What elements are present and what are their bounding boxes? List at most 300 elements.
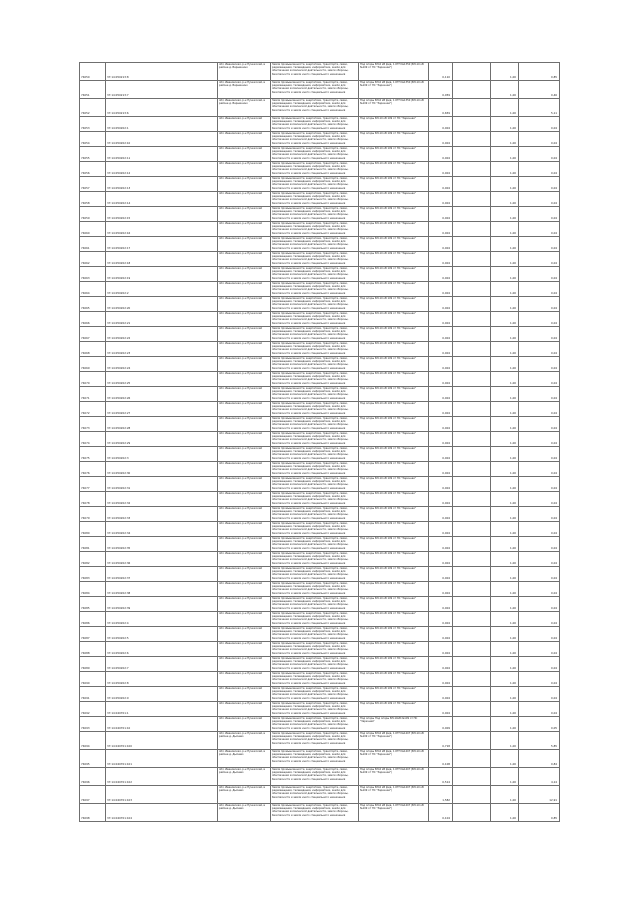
land-category-cell: Земли промышленности, энергетики, транспорта, связи, радиовещания, телевидения, информатики, земли для обеспечения космической деятельности, земли обороны, безопасности и земли иного специального назначения bbox=[271, 672, 359, 687]
cadastral-number-cell: 37:14:050202:26 bbox=[106, 387, 218, 402]
address-cell: обл. Ивановская, р-н Пучежский bbox=[218, 432, 271, 447]
table-row bbox=[80, 522, 560, 537]
coefficient-cell: 1,00 bbox=[491, 177, 519, 192]
land-category-cell: Земли промышленности, энергетики, транспорта, связи, радиовещания, телевидения, информатики, земли для обеспечения космической деятельности, земли обороны, безопасности и земли иного специального назначения bbox=[271, 99, 359, 117]
table-row bbox=[80, 702, 560, 717]
address-cell: обл. Ивановская, р-н Пучежский bbox=[218, 282, 271, 297]
area-cell: 0,004 bbox=[429, 642, 453, 657]
land-category-cell: Земли промышленности, энергетики, транспорта, связи, радиовещания, телевидения, информатики, земли для обеспечения космической деятельности, земли обороны, безопасности и земли иного специального назначения bbox=[271, 132, 359, 147]
cadastral-number-cell: 37:14:050202:39 bbox=[106, 597, 218, 612]
table-row bbox=[80, 492, 560, 507]
land-category-cell: Земли промышленности, энергетики, транспорта, связи, радиовещания, телевидения, информатики, земли для обеспечения космической деятельности, земли обороны, безопасности и земли иного специального назначения bbox=[271, 447, 359, 462]
amount-cell: 0,04 bbox=[519, 447, 560, 462]
cadastral-number-cell: 37:14:050202:31 bbox=[106, 477, 218, 492]
area-cell: 1,582 bbox=[429, 786, 453, 804]
row-id-cell: 74050 bbox=[80, 63, 106, 81]
cadastral-number-cell: 37:14:050202:13 bbox=[106, 177, 218, 192]
land-category-cell: Земли промышленности, энергетики, транспорта, связи, радиовещания, телевидения, информатики, земли для обеспечения космической деятельности, земли обороны, безопасности и земли иного специального назначения bbox=[271, 252, 359, 267]
cadastral-number-cell: 37:14:050202:6 bbox=[106, 642, 218, 657]
empty-cell bbox=[453, 732, 491, 750]
amount-cell: 0,04 bbox=[519, 627, 560, 642]
coefficient-cell: 1,00 bbox=[491, 267, 519, 282]
empty-cell bbox=[453, 342, 491, 357]
table-row bbox=[80, 672, 560, 687]
land-category-cell: Земли промышленности, энергетики, транспорта, связи, радиовещания, телевидения, информатики, земли для обеспечения космической деятельности, земли обороны, безопасности и земли иного специального назначения bbox=[271, 522, 359, 537]
cadastral-number-cell: 37:14:050202:33 bbox=[106, 507, 218, 522]
row-id-cell: 74072 bbox=[80, 402, 106, 417]
object-description-cell: Под опоры ВЛ-10 кВ 109 от ПС "Заречная" bbox=[359, 597, 429, 612]
coefficient-cell: 1,00 bbox=[491, 786, 519, 804]
area-cell: 0,004 bbox=[429, 192, 453, 207]
coefficient-cell: 1,00 bbox=[491, 612, 519, 627]
land-category-cell: Земли промышленности, энергетики, транспорта, связи, радиовещания, телевидения, информатики, земли для обеспечения космической деятельности, земли обороны, безопасности и земли иного специального назначения bbox=[271, 207, 359, 222]
row-id-cell: 74096 bbox=[80, 768, 106, 786]
object-description-cell: Под опоры ВЛ-6 кВ фид. 1 КТП №1350 (ВЛ-10 кВ №109 от ПС "Заречная") bbox=[359, 99, 429, 117]
amount-cell: 0,85 bbox=[519, 63, 560, 81]
table-row bbox=[80, 147, 560, 162]
row-id-cell: 74088 bbox=[80, 642, 106, 657]
row-id-cell: 74062 bbox=[80, 252, 106, 267]
area-cell: 0,004 bbox=[429, 312, 453, 327]
table-row bbox=[80, 372, 560, 387]
table-row bbox=[80, 582, 560, 597]
area-cell: 0,004 bbox=[429, 522, 453, 537]
row-id-cell: 74053 bbox=[80, 117, 106, 132]
address-cell: обл. Ивановская, р-н Пучежский, в районе д. Дьячево bbox=[218, 750, 271, 768]
land-category-cell: Земли промышленности, энергетики, транспорта, связи, радиовещания, телевидения, информатики, земли для обеспечения космической деятельности, земли обороны, безопасности и земли иного специального назначения bbox=[271, 642, 359, 657]
row-id-cell: 74082 bbox=[80, 552, 106, 567]
row-id-cell: 74094 bbox=[80, 732, 106, 750]
coefficient-cell: 1,00 bbox=[491, 768, 519, 786]
table-row bbox=[80, 768, 560, 786]
cadastral-number-cell: 37:14:040701:101 bbox=[106, 750, 218, 768]
land-category-cell: Земли промышленности, энергетики, транспорта, связи, радиовещания, телевидения, информатики, земли для обеспечения космической деятельности, земли обороны, безопасности и земли иного специального назначения bbox=[271, 507, 359, 522]
empty-cell bbox=[453, 282, 491, 297]
land-category-cell: Земли промышленности, энергетики, транспорта, связи, радиовещания, телевидения, информатики, земли для обеспечения космической деятельности, земли обороны, безопасности и земли иного специального назначения bbox=[271, 657, 359, 672]
cadastral-number-cell: 37:14:040701:100 bbox=[106, 732, 218, 750]
coefficient-cell: 1,00 bbox=[491, 327, 519, 342]
row-id-cell: 74065 bbox=[80, 297, 106, 312]
object-description-cell: Под опоры ВЛ-10 кВ 109 от ПС "Заречная" bbox=[359, 222, 429, 237]
area-cell: 0,110 bbox=[429, 63, 453, 81]
object-description-cell: Под опоры ВЛ-6 кВ фид. 1 КТП №1407 (ВЛ-10 кВ №109 от ПС "Заречная") bbox=[359, 750, 429, 768]
empty-cell bbox=[453, 252, 491, 267]
amount-cell: 0,04 bbox=[519, 372, 560, 387]
address-cell: обл. Ивановская, р-н Пучежский bbox=[218, 267, 271, 282]
land-category-cell: Земли промышленности, энергетики, транспорта, связи, радиовещания, телевидения, информатики, земли для обеспечения космической деятельности, земли обороны, безопасности и земли иного специального назначения bbox=[271, 117, 359, 132]
empty-cell bbox=[453, 507, 491, 522]
table-row bbox=[80, 552, 560, 567]
land-category-cell: Земли промышленности, энергетики, транспорта, связи, радиовещания, телевидения, информатики, земли для обеспечения космической деятельности, земли обороны, безопасности и земли иного специального назначения bbox=[271, 687, 359, 702]
row-id-cell: 74093 bbox=[80, 717, 106, 732]
coefficient-cell: 1,00 bbox=[491, 342, 519, 357]
land-category-cell: Земли промышленности, энергетики, транспорта, связи, радиовещания, телевидения, информатики, земли для обеспечения космической деятельности, земли обороны, безопасности и земли иного специального назначения bbox=[271, 81, 359, 99]
empty-cell bbox=[453, 372, 491, 387]
amount-cell: 0,04 bbox=[519, 702, 560, 717]
amount-cell: 0,04 bbox=[519, 342, 560, 357]
row-id-cell: 74069 bbox=[80, 357, 106, 372]
amount-cell: 0,04 bbox=[519, 687, 560, 702]
table-row bbox=[80, 642, 560, 657]
amount-cell: 0,84 bbox=[519, 750, 560, 768]
amount-cell: 0,04 bbox=[519, 312, 560, 327]
row-id-cell: 74054 bbox=[80, 132, 106, 147]
area-cell: 0,004 bbox=[429, 402, 453, 417]
object-description-cell: Под опоры ВЛ-10 кВ 109 от ПС "Заречная" bbox=[359, 297, 429, 312]
area-cell: 0,718 bbox=[429, 732, 453, 750]
empty-cell bbox=[453, 327, 491, 342]
land-category-cell: Земли промышленности, энергетики, транспорта, связи, радиовещания, телевидения, информатики, земли для обеспечения космической деятельности, земли обороны, безопасности и земли иного специального назначения bbox=[271, 717, 359, 732]
cadastral-number-cell: 37:14:050202:19 bbox=[106, 267, 218, 282]
area-cell: 0,004 bbox=[429, 432, 453, 447]
amount-cell: 4,14 bbox=[519, 768, 560, 786]
empty-cell bbox=[453, 432, 491, 447]
object-description-cell: Под опоры ВЛ-10 кВ 109 от ПС "Заречная" bbox=[359, 252, 429, 267]
object-description-cell: Под опоры ВЛ-6 кВ фид. 1 КТП №1350 (ВЛ-10 кВ №109 от ПС "Заречная") bbox=[359, 63, 429, 81]
table-row bbox=[80, 507, 560, 522]
table-row bbox=[80, 312, 560, 327]
object-description-cell: Под опоры ВЛ-10 кВ 109 от ПС "Заречная" bbox=[359, 462, 429, 477]
area-cell: 0,004 bbox=[429, 417, 453, 432]
address-cell: обл. Ивановская, р-н Пучежский bbox=[218, 357, 271, 372]
area-cell: 0,004 bbox=[429, 552, 453, 567]
object-description-cell: Под опоры ВЛ-10 кВ 109 от ПС "Заречная" bbox=[359, 207, 429, 222]
area-cell: 0,004 bbox=[429, 687, 453, 702]
area-cell: 0,004 bbox=[429, 282, 453, 297]
land-plots-table bbox=[79, 62, 560, 822]
row-id-cell: 74070 bbox=[80, 372, 106, 387]
coefficient-cell: 1,00 bbox=[491, 642, 519, 657]
object-description-cell: Под опоры ВЛ-10 кВ 109 от ПС "Заречная" bbox=[359, 237, 429, 252]
empty-cell bbox=[453, 222, 491, 237]
address-cell: обл. Ивановская, р-н Пучежский bbox=[218, 117, 271, 132]
row-id-cell: 74080 bbox=[80, 522, 106, 537]
object-description-cell: Под опоры ВЛ-10 кВ 109 от ПС "Заречная" bbox=[359, 702, 429, 717]
coefficient-cell: 1,00 bbox=[491, 99, 519, 117]
coefficient-cell: 1,00 bbox=[491, 282, 519, 297]
empty-cell bbox=[453, 117, 491, 132]
amount-cell: 0,04 bbox=[519, 327, 560, 342]
area-cell: 0,004 bbox=[429, 462, 453, 477]
amount-cell: 0,04 bbox=[519, 657, 560, 672]
cadastral-number-cell: 37:14:050202:14 bbox=[106, 192, 218, 207]
address-cell: обл. Ивановская, р-н Пучежский bbox=[218, 702, 271, 717]
empty-cell bbox=[453, 492, 491, 507]
object-description-cell: Под опоры ВЛ-10 кВ 109 от ПС "Заречная" bbox=[359, 657, 429, 672]
address-cell: обл. Ивановская, р-н Пучежский bbox=[218, 297, 271, 312]
area-cell: 0,004 bbox=[429, 597, 453, 612]
table-row bbox=[80, 192, 560, 207]
amount-cell: 5,85 bbox=[519, 732, 560, 750]
coefficient-cell: 1,00 bbox=[491, 750, 519, 768]
object-description-cell: Под опоры ВЛ-10 кВ 109 от ПС "Заречная" bbox=[359, 642, 429, 657]
cadastral-number-cell: 37:14:050202:20 bbox=[106, 297, 218, 312]
empty-cell bbox=[453, 582, 491, 597]
coefficient-cell: 1,00 bbox=[491, 252, 519, 267]
cadastral-number-cell: 37:14:050202:9 bbox=[106, 687, 218, 702]
table-row bbox=[80, 297, 560, 312]
land-category-cell: Земли промышленности, энергетики, транспорта, связи, радиовещания, телевидения, информатики, земли для обеспечения космической деятельности, земли обороны, безопасности и земли иного специального назначения bbox=[271, 177, 359, 192]
land-category-cell: Земли промышленности, энергетики, транспорта, связи, радиовещания, телевидения, информатики, земли для обеспечения космической деятельности, земли обороны, безопасности и земли иного специального назначения bbox=[271, 402, 359, 417]
address-cell: обл. Ивановская, р-н Пучежский bbox=[218, 657, 271, 672]
address-cell: обл. Ивановская, р-н Пучежский bbox=[218, 222, 271, 237]
address-cell: обл. Ивановская, р-н Пучежский bbox=[218, 237, 271, 252]
empty-cell bbox=[453, 657, 491, 672]
empty-cell bbox=[453, 81, 491, 99]
area-cell: 0,514 bbox=[429, 768, 453, 786]
address-cell: обл. Ивановская, р-н Пучежский bbox=[218, 327, 271, 342]
area-cell: 0,004 bbox=[429, 237, 453, 252]
empty-cell bbox=[453, 417, 491, 432]
coefficient-cell: 1,00 bbox=[491, 687, 519, 702]
amount-cell: 12,91 bbox=[519, 786, 560, 804]
address-cell: обл. Ивановская, р-н Пучежский bbox=[218, 372, 271, 387]
address-cell: обл. Ивановская, р-н Пучежский bbox=[218, 192, 271, 207]
empty-cell bbox=[453, 768, 491, 786]
coefficient-cell: 1,00 bbox=[491, 462, 519, 477]
object-description-cell: Под опоры ВЛ-10 кВ 109 от ПС "Заречная" bbox=[359, 477, 429, 492]
address-cell: обл. Ивановская, р-н Пучежский, в районе д. Вершинино bbox=[218, 99, 271, 117]
area-cell: 0,004 bbox=[429, 267, 453, 282]
land-category-cell: Земли промышленности, энергетики, транспорта, связи, радиовещания, телевидения, информатики, земли для обеспечения космической деятельности, земли обороны, безопасности и земли иного специального назначения bbox=[271, 267, 359, 282]
cadastral-number-cell: 37:14:050202:32 bbox=[106, 492, 218, 507]
table-row bbox=[80, 252, 560, 267]
amount-cell: 0,04 bbox=[519, 297, 560, 312]
area-cell: 0,004 bbox=[429, 177, 453, 192]
object-description-cell: Под опоры ВЛ-10 кВ 109 от ПС "Заречная" bbox=[359, 312, 429, 327]
table-row bbox=[80, 117, 560, 132]
address-cell: обл. Ивановская, р-н Пучежский bbox=[218, 717, 271, 732]
address-cell: обл. Ивановская, р-н Пучежский bbox=[218, 597, 271, 612]
land-category-cell: Земли промышленности, энергетики, транспорта, связи, радиовещания, телевидения, информатики, земли для обеспечения космической деятельности, земли обороны, безопасности и земли иного специального назначения bbox=[271, 282, 359, 297]
object-description-cell: Под опоры ВЛ-10 кВ 109 от ПС "Заречная" bbox=[359, 522, 429, 537]
object-description-cell: Под опоры ВЛ-10 кВ 109 от ПС "Заречная" bbox=[359, 132, 429, 147]
object-description-cell: Под опоры ВЛ-10 кВ 109 от ПС "Заречная" bbox=[359, 417, 429, 432]
area-cell: 0,004 bbox=[429, 582, 453, 597]
empty-cell bbox=[453, 477, 491, 492]
object-description-cell: Под опоры ВЛ-10 кВ 109 от ПС "Заречная" bbox=[359, 177, 429, 192]
table-row bbox=[80, 786, 560, 804]
address-cell: обл. Ивановская, р-н Пучежский bbox=[218, 132, 271, 147]
area-cell: 0,004 bbox=[429, 657, 453, 672]
land-category-cell: Земли промышленности, энергетики, транспорта, связи, радиовещания, телевидения, информатики, земли для обеспечения космической деятельности, земли обороны, безопасности и земли иного специального назначения bbox=[271, 627, 359, 642]
table-row bbox=[80, 267, 560, 282]
table-row bbox=[80, 732, 560, 750]
cadastral-number-cell: 37:14:050202:25 bbox=[106, 372, 218, 387]
table-row bbox=[80, 222, 560, 237]
empty-cell bbox=[453, 672, 491, 687]
land-category-cell: Земли промышленности, энергетики, транспорта, связи, радиовещания, телевидения, информатики, земли для обеспечения космической деятельности, земли обороны, безопасности и земли иного специального назначения bbox=[271, 552, 359, 567]
table-row bbox=[80, 63, 560, 81]
area-cell: 0,004 bbox=[429, 327, 453, 342]
coefficient-cell: 1,00 bbox=[491, 297, 519, 312]
land-category-cell: Земли промышленности, энергетики, транспорта, связи, радиовещания, телевидения, информатики, земли для обеспечения космической деятельности, земли обороны, безопасности и земли иного специального назначения bbox=[271, 750, 359, 768]
empty-cell bbox=[453, 297, 491, 312]
land-category-cell: Земли промышленности, энергетики, транспорта, связи, радиовещания, телевидения, информатики, земли для обеспечения космической деятельности, земли обороны, безопасности и земли иного специального назначения bbox=[271, 492, 359, 507]
cadastral-number-cell: 37:14:050202:2 bbox=[106, 282, 218, 297]
address-cell: обл. Ивановская, р-н Пучежский, в районе д. Дьячево bbox=[218, 768, 271, 786]
coefficient-cell: 1,00 bbox=[491, 507, 519, 522]
coefficient-cell: 1,00 bbox=[491, 192, 519, 207]
cadastral-number-cell: 37:14:050202:21 bbox=[106, 312, 218, 327]
address-cell: обл. Ивановская, р-н Пучежский bbox=[218, 417, 271, 432]
land-category-cell: Земли промышленности, энергетики, транспорта, связи, радиовещания, телевидения, информатики, земли для обеспечения космической деятельности, земли обороны, безопасности и земли иного специального назначения bbox=[271, 768, 359, 786]
land-category-cell: Земли промышленности, энергетики, транспорта, связи, радиовещания, телевидения, информатики, земли для обеспечения космической деятельности, земли обороны, безопасности и земли иного специального назначения bbox=[271, 192, 359, 207]
table-row bbox=[80, 657, 560, 672]
land-category-cell: Земли промышленности, энергетики, транспорта, связи, радиовещания, телевидения, информатики, земли для обеспечения космической деятельности, земли обороны, безопасности и земли иного специального назначения bbox=[271, 342, 359, 357]
amount-cell: 0,04 bbox=[519, 132, 560, 147]
amount-cell: 0,04 bbox=[519, 642, 560, 657]
amount-cell: 0,04 bbox=[519, 492, 560, 507]
coefficient-cell: 1,00 bbox=[491, 657, 519, 672]
area-cell: 0,004 bbox=[429, 507, 453, 522]
address-cell: обл. Ивановская, р-н Пучежский bbox=[218, 687, 271, 702]
address-cell: обл. Ивановская, р-н Пучежский bbox=[218, 582, 271, 597]
amount-cell: 0,04 bbox=[519, 177, 560, 192]
object-description-cell: Под опоры ВЛ-10 кВ 109 от ПС "Заречная" bbox=[359, 612, 429, 627]
cadastral-number-cell: 37:14:040701:10 bbox=[106, 717, 218, 732]
object-description-cell: Под опоры ВЛ-10 кВ 109 от ПС "Заречная" bbox=[359, 387, 429, 402]
land-category-cell: Земли промышленности, энергетики, транспорта, связи, радиовещания, телевидения, информатики, земли для обеспечения космической деятельности, земли обороны, безопасности и земли иного специального назначения bbox=[271, 597, 359, 612]
row-id-cell: 74074 bbox=[80, 432, 106, 447]
land-category-cell: Земли промышленности, энергетики, транспорта, связи, радиовещания, телевидения, информатики, земли для обеспечения космической деятельности, земли обороны, безопасности и земли иного специального назначения bbox=[271, 786, 359, 804]
area-cell: 0,004 bbox=[429, 207, 453, 222]
cadastral-number-cell: 37:14:050202:1 bbox=[106, 117, 218, 132]
row-id-cell: 74085 bbox=[80, 597, 106, 612]
area-cell: 0,004 bbox=[429, 477, 453, 492]
table-row bbox=[80, 177, 560, 192]
address-cell: обл. Ивановская, р-н Пучежский bbox=[218, 162, 271, 177]
amount-cell: 0,04 bbox=[519, 477, 560, 492]
address-cell: обл. Ивановская, р-н Пучежский bbox=[218, 522, 271, 537]
address-cell: обл. Ивановская, р-н Пучежский bbox=[218, 462, 271, 477]
address-cell: обл. Ивановская, р-н Пучежский bbox=[218, 672, 271, 687]
area-cell: 0,004 bbox=[429, 387, 453, 402]
row-id-cell: 74063 bbox=[80, 267, 106, 282]
table-row bbox=[80, 417, 560, 432]
empty-cell bbox=[453, 804, 491, 822]
land-category-cell: Земли промышленности, энергетики, транспорта, связи, радиовещания, телевидения, информатики, земли для обеспечения космической деятельности, земли обороны, безопасности и земли иного специального назначения bbox=[271, 702, 359, 717]
object-description-cell: Под опоры ВЛ-10 кВ 109 от ПС "Заречная" bbox=[359, 537, 429, 552]
cadastral-number-cell: 37:14:040701:1 bbox=[106, 702, 218, 717]
amount-cell: 0,04 bbox=[519, 117, 560, 132]
empty-cell bbox=[453, 177, 491, 192]
amount-cell: 0,04 bbox=[519, 282, 560, 297]
area-cell: 0,004 bbox=[429, 537, 453, 552]
amount-cell: 0,04 bbox=[519, 567, 560, 582]
row-id-cell: 74086 bbox=[80, 612, 106, 627]
address-cell: обл. Ивановская, р-н Пучежский bbox=[218, 447, 271, 462]
coefficient-cell: 1,00 bbox=[491, 702, 519, 717]
coefficient-cell: 1,00 bbox=[491, 402, 519, 417]
cadastral-number-cell: 37:14:050202:7 bbox=[106, 657, 218, 672]
cadastral-number-cell: 37:14:050213:8 bbox=[106, 63, 218, 81]
table-row bbox=[80, 132, 560, 147]
empty-cell bbox=[453, 132, 491, 147]
land-category-cell: Земли промышленности, энергетики, транспорта, связи, радиовещания, телевидения, информатики, земли для обеспечения космической деятельности, земли обороны, безопасности и земли иного специального назначения bbox=[271, 222, 359, 237]
row-id-cell: 74064 bbox=[80, 282, 106, 297]
area-cell: 0,004 bbox=[429, 372, 453, 387]
area-cell: 0,004 bbox=[429, 147, 453, 162]
address-cell: обл. Ивановская, р-н Пучежский bbox=[218, 147, 271, 162]
row-id-cell: 74060 bbox=[80, 222, 106, 237]
empty-cell bbox=[453, 447, 491, 462]
row-id-cell: 74067 bbox=[80, 327, 106, 342]
land-category-cell: Земли промышленности, энергетики, транспорта, связи, радиовещания, телевидения, информатики, земли для обеспечения космической деятельности, земли обороны, безопасности и земли иного специального назначения bbox=[271, 432, 359, 447]
object-description-cell: Под опоры ВЛ-6 кВ фид. 1 КТП №1407 (ВЛ-10 кВ №109 от ПС "Заречная") bbox=[359, 804, 429, 822]
row-id-cell: 74089 bbox=[80, 657, 106, 672]
amount-cell: 0,04 bbox=[519, 672, 560, 687]
land-category-cell: Земли промышленности, энергетики, транспорта, связи, радиовещания, телевидения, информатики, земли для обеспечения космической деятельности, земли обороны, безопасности и земли иного специального назначения bbox=[271, 387, 359, 402]
amount-cell: 0,04 bbox=[519, 267, 560, 282]
address-cell: обл. Ивановская, р-н Пучежский bbox=[218, 312, 271, 327]
cadastral-number-cell: 37:14:050213:7 bbox=[106, 81, 218, 99]
land-category-cell: Земли промышленности, энергетики, транспорта, связи, радиовещания, телевидения, информатики, земли для обеспечения космической деятельности, земли обороны, безопасности и земли иного специального назначения bbox=[271, 327, 359, 342]
object-description-cell: Под опоры ВЛ-10 кВ 109 от ПС "Заречная" bbox=[359, 567, 429, 582]
row-id-cell: 74097 bbox=[80, 786, 106, 804]
land-category-cell: Земли промышленности, энергетики, транспорта, связи, радиовещания, телевидения, информатики, земли для обеспечения космической деятельности, земли обороны, безопасности и земли иного специального назначения bbox=[271, 372, 359, 387]
empty-cell bbox=[453, 462, 491, 477]
amount-cell: 0,04 bbox=[519, 537, 560, 552]
cadastral-number-cell: 37:14:050202:16 bbox=[106, 222, 218, 237]
cadastral-number-cell: 37:14:050213:6 bbox=[106, 99, 218, 117]
table-row bbox=[80, 804, 560, 822]
cadastral-number-cell: 37:14:050202:10 bbox=[106, 132, 218, 147]
empty-cell bbox=[453, 537, 491, 552]
coefficient-cell: 1,00 bbox=[491, 522, 519, 537]
table-row bbox=[80, 207, 560, 222]
coefficient-cell: 1,00 bbox=[491, 492, 519, 507]
coefficient-cell: 1,00 bbox=[491, 477, 519, 492]
coefficient-cell: 1,00 bbox=[491, 132, 519, 147]
table-row bbox=[80, 162, 560, 177]
area-cell: 0,004 bbox=[429, 702, 453, 717]
address-cell: обл. Ивановская, р-н Пучежский bbox=[218, 387, 271, 402]
row-id-cell: 74075 bbox=[80, 447, 106, 462]
land-category-cell: Земли промышленности, энергетики, транспорта, связи, радиовещания, телевидения, информатики, земли для обеспечения космической деятельности, земли обороны, безопасности и земли иного специального назначения bbox=[271, 417, 359, 432]
row-id-cell: 74068 bbox=[80, 342, 106, 357]
table-row bbox=[80, 597, 560, 612]
area-cell: 0,059 bbox=[429, 81, 453, 99]
row-id-cell: 74059 bbox=[80, 207, 106, 222]
row-id-cell: 74051 bbox=[80, 81, 106, 99]
empty-cell bbox=[453, 750, 491, 768]
object-description-cell: Под опоры ВЛ-10 кВ 109 от ПС "Заречная" bbox=[359, 267, 429, 282]
cadastral-number-cell: 37:14:050202:18 bbox=[106, 252, 218, 267]
row-id-cell: 74087 bbox=[80, 627, 106, 642]
object-description-cell: Под опоры ВЛ-10 кВ 109 от ПС "Заречная" bbox=[359, 147, 429, 162]
empty-cell bbox=[453, 162, 491, 177]
amount-cell: 0,04 bbox=[519, 462, 560, 477]
cadastral-number-cell: 37:14:050202:12 bbox=[106, 162, 218, 177]
amount-cell: 0,04 bbox=[519, 207, 560, 222]
area-cell: 0,108 bbox=[429, 750, 453, 768]
row-id-cell: 74058 bbox=[80, 192, 106, 207]
row-id-cell: 74061 bbox=[80, 237, 106, 252]
coefficient-cell: 1,00 bbox=[491, 717, 519, 732]
empty-cell bbox=[453, 387, 491, 402]
amount-cell: 0,04 bbox=[519, 162, 560, 177]
area-cell: 0,004 bbox=[429, 567, 453, 582]
coefficient-cell: 1,00 bbox=[491, 372, 519, 387]
address-cell: обл. Ивановская, р-н Пучежский bbox=[218, 207, 271, 222]
land-category-cell: Земли промышленности, энергетики, транспорта, связи, радиовещания, телевидения, информатики, земли для обеспечения космической деятельности, земли обороны, безопасности и земли иного специального назначения bbox=[271, 237, 359, 252]
area-cell: 0,009 bbox=[429, 717, 453, 732]
amount-cell: 0,04 bbox=[519, 222, 560, 237]
object-description-cell: Под опоры ВЛ-6 кВ фид. 1 КТП №1407 (ВЛ-10 кВ №109 от ПС "Заречная") bbox=[359, 732, 429, 750]
object-description-cell: Под опоры ВЛ-10 кВ 109 от ПС "Заречная" bbox=[359, 117, 429, 132]
address-cell: обл. Ивановская, р-н Пучежский bbox=[218, 342, 271, 357]
